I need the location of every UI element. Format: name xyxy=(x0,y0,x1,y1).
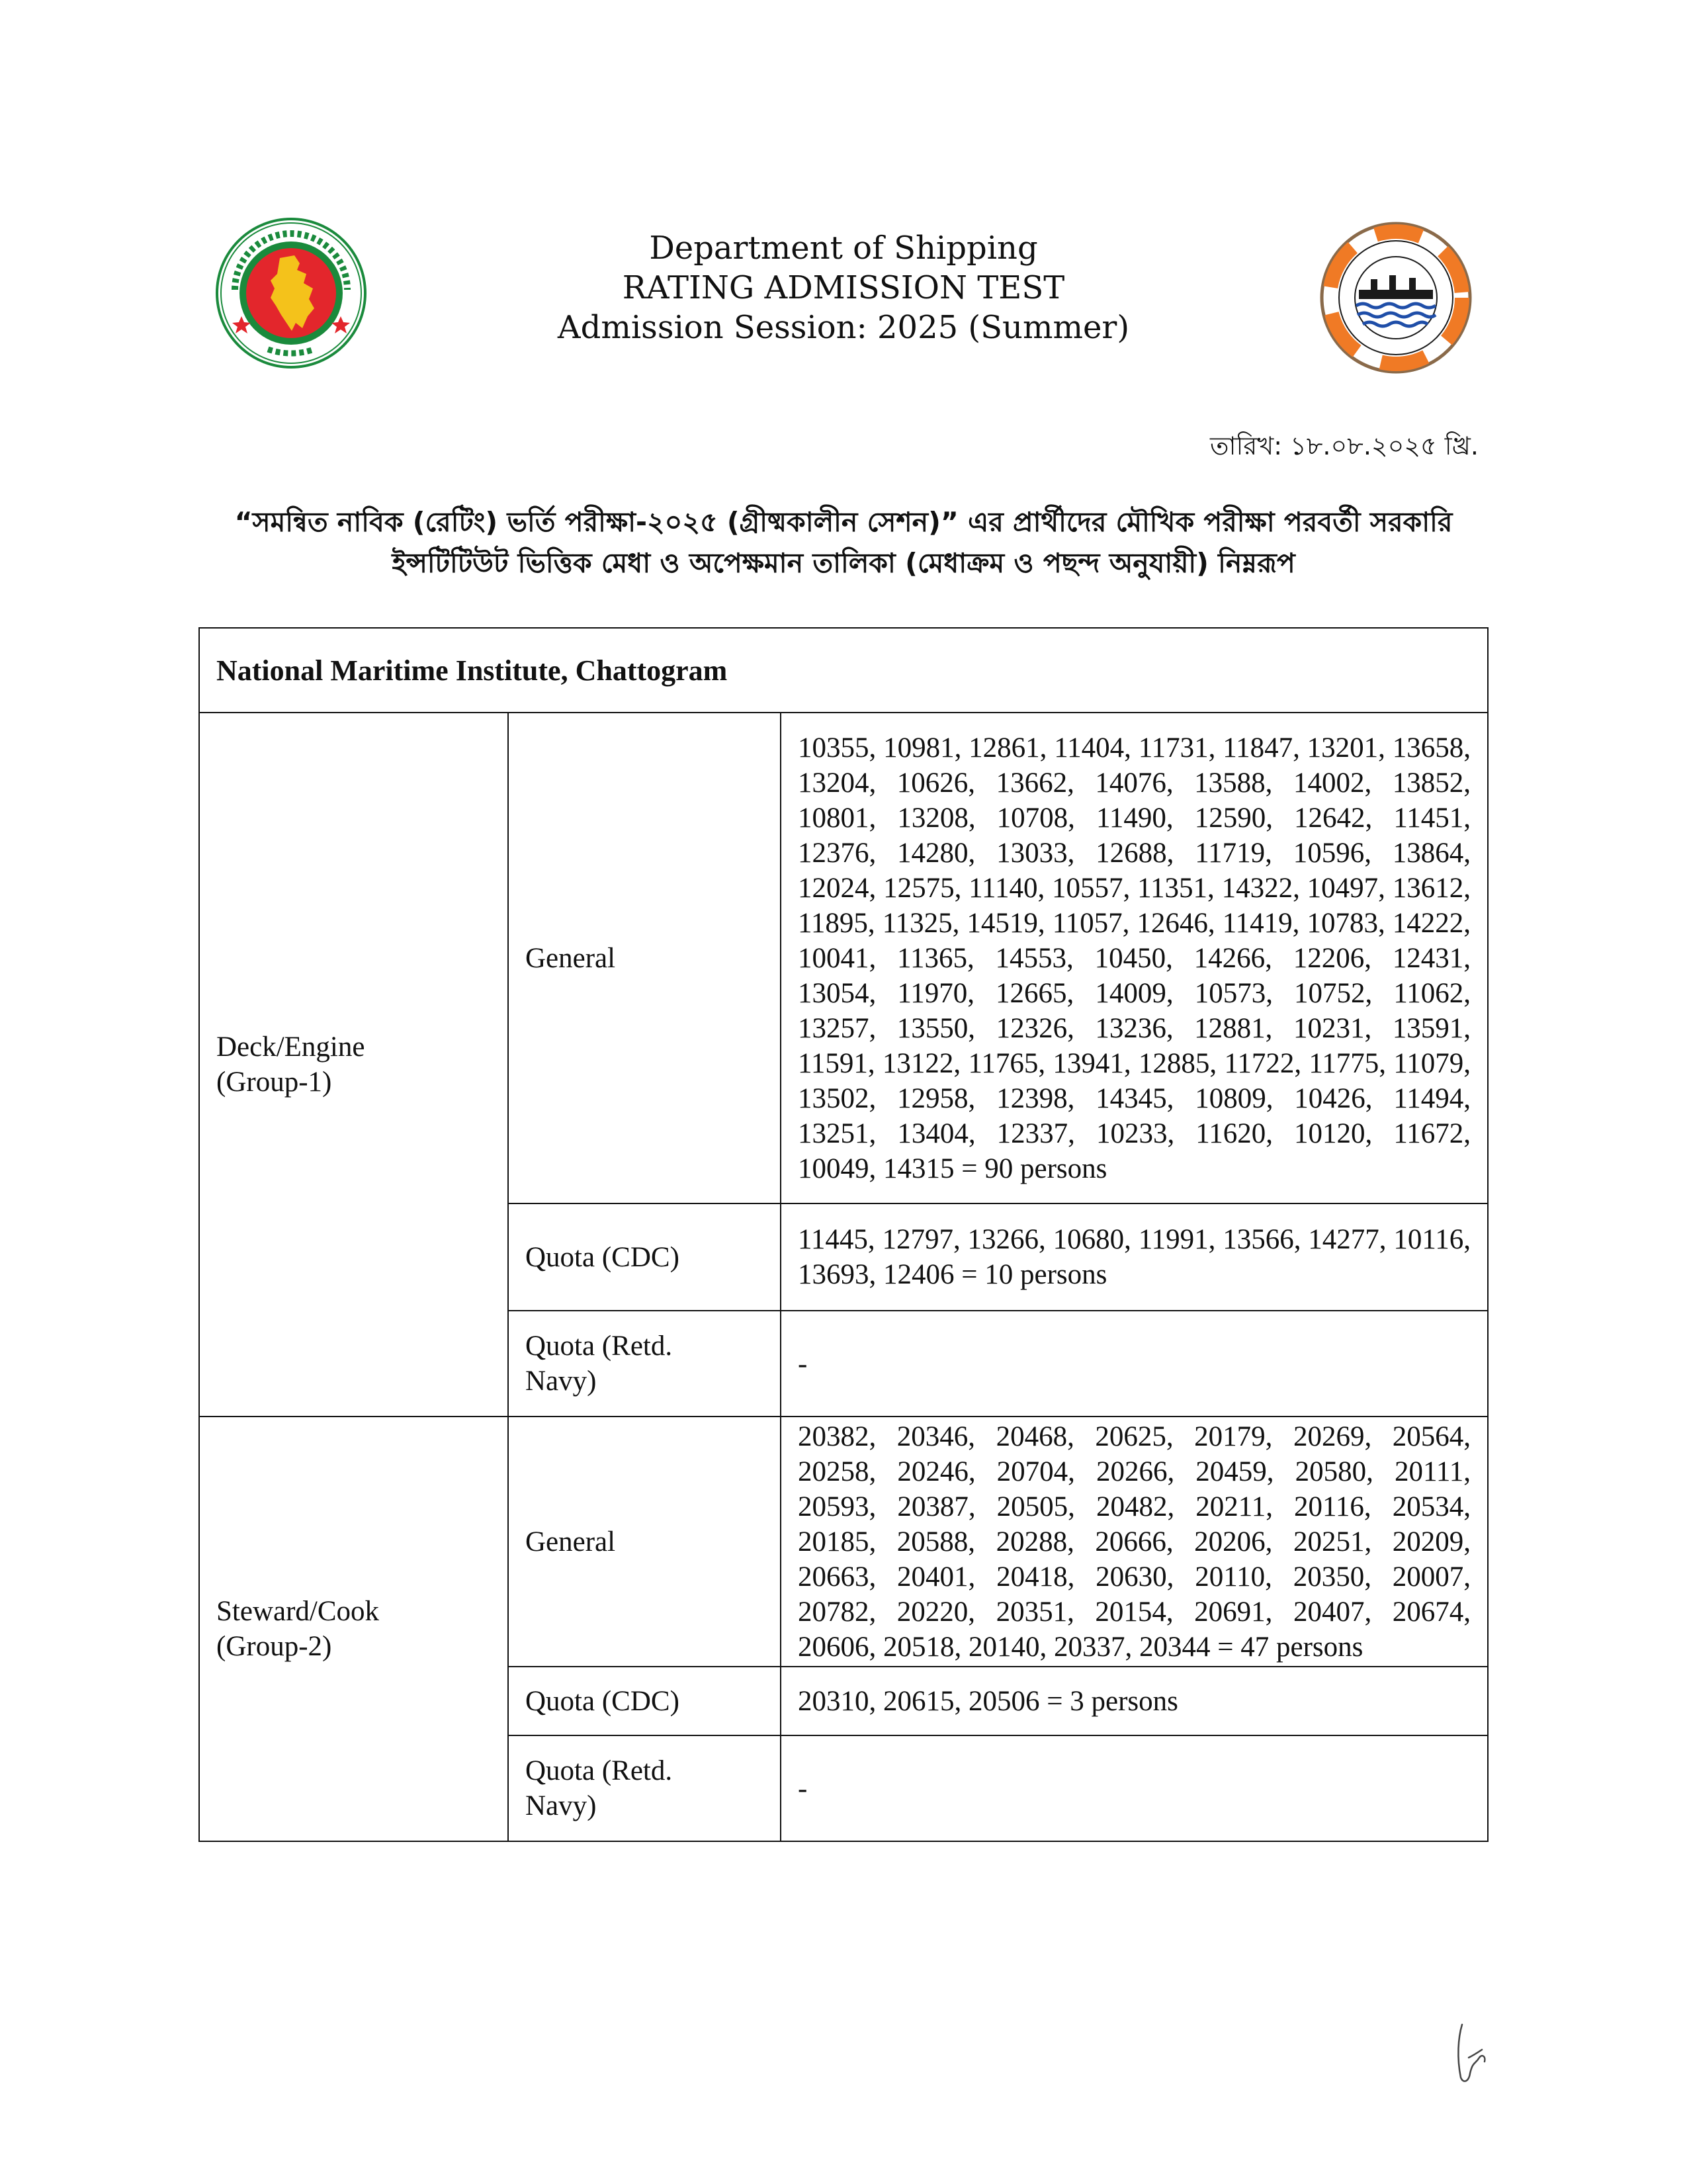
roll-numbers-cell: 20310, 20615, 20506 = 3 persons xyxy=(781,1667,1488,1735)
group-label xyxy=(199,1417,508,1841)
category-cell: Quota (CDC) xyxy=(508,1203,781,1311)
category-cell xyxy=(508,1735,781,1841)
category-line: Quota (Retd. xyxy=(525,1331,673,1362)
category-line: Navy) xyxy=(525,1790,597,1821)
group-label-line: Deck/Engine xyxy=(216,1031,365,1063)
category-line: Navy) xyxy=(525,1366,597,1397)
category-cell xyxy=(508,1311,781,1417)
subject-line-1: “সমন্বিত নাবিক (রেটিং) ভর্তি পরীক্ষা-২০২৫ (গ্রীষ্মকালীন সেশন)” এর প্রার্থীদের মৌখিক পরীক্ষা পরবর্তী সরকারি xyxy=(234,506,1453,538)
category-cell: Quota (CDC) xyxy=(508,1667,781,1735)
roll-numbers-cell: 20382, 20346, 20468, 20625, 20179, 20269, 20564, 20258, 20246, 20704, 20266, 20459, 20580, 20111, 20593, 20387, 20505, 20482, 20211, 20116, 20534, 20185, 20588, 20288, 20666, 20206, 20251, 20209, 20663, 20401, 20418, 20630, 20110, 20350, 20007, 20782, 20220, 20351, 20154, 20691, 20407, 20674, 20606, 20518, 20140, 20337, 20344 = 47 persons xyxy=(781,1417,1488,1667)
admission-session: Admission Session: 2025 (Summer) xyxy=(557,309,1130,346)
group-label-line: (Group-1) xyxy=(216,1067,332,1098)
document-subject xyxy=(198,502,1489,584)
subject-line-2: ইন্সটিটিউট ভিত্তিক মেধা ও অপেক্ষমান তালিকা (মেধাক্রম ও পছন্দ অনুযায়ী) নিম্নরূপ xyxy=(392,547,1295,579)
department-of-shipping-emblem-icon xyxy=(1317,218,1475,377)
department-name: Department of Shipping xyxy=(649,230,1038,267)
document-date: তারিখ: ১৮.০৮.২০২৫ খ্রি. xyxy=(1209,431,1479,460)
category-cell: General xyxy=(508,1417,781,1667)
table-row xyxy=(199,713,1488,1203)
category-line: Quota (Retd. xyxy=(525,1755,673,1786)
category-cell: General xyxy=(508,713,781,1203)
institute-header-row xyxy=(199,628,1488,713)
signature-mark xyxy=(1442,2018,1495,2091)
test-title: RATING ADMISSION TEST xyxy=(622,269,1065,306)
group-label-line: (Group-2) xyxy=(216,1631,332,1662)
roll-numbers-cell: 10355, 10981, 12861, 11404, 11731, 11847, 13201, 13658, 13204, 10626, 13662, 14076, 13588, 14002, 13852, 10801, 13208, 10708, 11490, 12590, 12642, 11451, 12376, 14280, 13033, 12688, 11719, 10596, 13864, 12024, 12575, 11140, 10557, 11351, 14322, 10497, 13612, 11895, 11325, 14519, 11057, 12646, 11419, 10783, 14222, 10041, 11365, 14553, 10450, 14266, 12206, 12431, 13054, 11970, 12665, 14009, 10573, 10752, 11062, 13257, 13550, 12326, 13236, 12881, 10231, 13591, 11591, 13122, 11765, 13941, 12885, 11722, 11775, 11079, 13502, 12958, 12398, 14345, 10809, 10426, 11494, 13251, 13404, 12337, 10233, 11620, 10120, 11672, 10049, 14315 = 90 persons xyxy=(781,713,1488,1203)
roll-numbers-cell: - xyxy=(781,1735,1488,1841)
bangladesh-government-seal-icon xyxy=(215,217,367,369)
table-row xyxy=(199,1417,1488,1667)
group-label xyxy=(199,713,508,1417)
group-label-line: Steward/Cook xyxy=(216,1596,380,1627)
institute-name: National Maritime Institute, Chattogram xyxy=(199,628,1488,713)
roll-numbers-cell: - xyxy=(781,1311,1488,1417)
merit-list-table xyxy=(198,627,1489,1842)
roll-numbers-cell: 11445, 12797, 13266, 10680, 11991, 13566, 14277, 10116, 13693, 12406 = 10 persons xyxy=(781,1203,1488,1311)
document-header xyxy=(463,228,1224,347)
